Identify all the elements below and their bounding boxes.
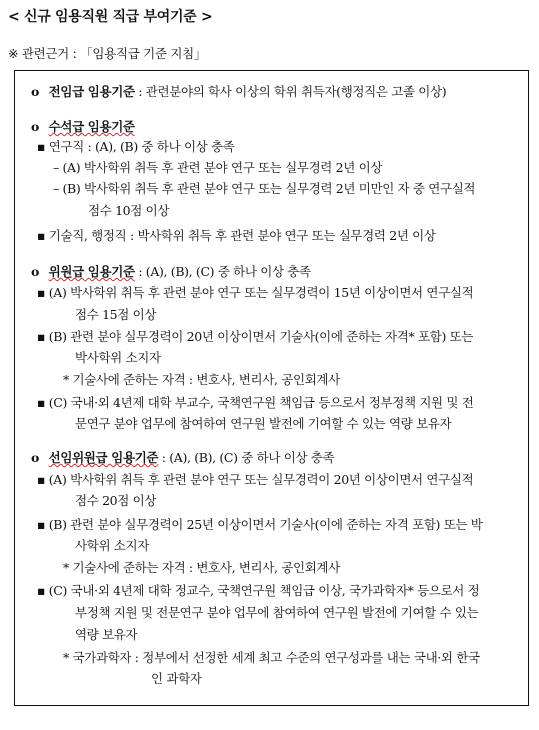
line-text: ▪ 기술직, 행정직 : 박사학위 취득 후 관련 분야 연구 또는 실무경력 2년 이상 (37, 228, 436, 243)
line-text: ▪ 연구직 : (A), (B) 중 하나 이상 충족 (37, 139, 235, 154)
line-text: ▪ (C) 국내·외 4년제 대학 부교수, 국책연구원 책임급 등으로서 정부정책 지원 및 전 (37, 395, 474, 410)
line-text: – (A) 박사학위 취득 후 관련 분야 연구 또는 실무경력 2년 이상 (53, 160, 383, 175)
line-text: ▪ (A) 박사학위 취득 후 관련 분야 연구 또는 실무경력이 15년 이상이면서 연구실적 (37, 285, 474, 300)
section-senior-member-head (31, 450, 334, 466)
section-member-head (31, 264, 311, 280)
footnote-text: * 기술사에 준하는 자격 : 변호사, 변리사, 공인회계사 (63, 372, 340, 387)
line-text: 점수 15점 이상 (75, 307, 157, 322)
section-marker: o (31, 84, 39, 99)
line-text: – (B) 박사학위 취득 후 관련 분야 연구 또는 실무경력 2년 미만인 자 중 연구실적 (53, 181, 476, 196)
section-marker: o (31, 119, 39, 134)
line-text: ▪ (B) 관련 분야 실무경력이 25년 이상이면서 기술사(이에 준하는 자격 포함) 또는 박 (37, 517, 483, 532)
line-text: 사학위 소지자 (75, 538, 149, 553)
section-title: 수석급 임용기준 (48, 119, 135, 134)
footnote-text: 인 과학자 (151, 671, 202, 686)
section-junior (31, 84, 446, 100)
section-desc: : (A), (B), (C) 중 하나 이상 충족 (134, 264, 311, 279)
line-text: 박사학위 소지자 (75, 350, 161, 365)
line-text: 점수 10점 이상 (88, 203, 170, 218)
criteria-box (14, 70, 529, 706)
line-text: ▪ (A) 박사학위 취득 후 관련 분야 연구 또는 실무경력이 20년 이상이면서 연구실적 (37, 472, 474, 487)
page-title: < 신규 임용직원 직급 부여기준 > (8, 9, 213, 25)
section-title: 위원급 임용기준 (48, 264, 135, 279)
line-text: ▪ (C) 국내·외 4년제 대학 정교수, 국책연구원 책임급 이상, 국가과학자* 등으로서 정 (37, 583, 480, 598)
line-text: 역량 보유자 (75, 627, 138, 642)
section-title: 선임위원급 임용기준 (48, 450, 159, 465)
section-marker: o (31, 450, 39, 465)
reference-note: ※ 관련근거 : 「임용직급 기준 지침」 (8, 46, 207, 61)
footnote-text: * 국가과학자 : 정부에서 선정한 세계 최고 수준의 연구성과를 내는 국내·외 한국 (63, 650, 480, 665)
section-title: 전임급 임용기준 (48, 84, 135, 99)
footnote-text: * 기술사에 준하는 자격 : 변호사, 변리사, 공인회계사 (63, 560, 340, 575)
line-text: 점수 20점 이상 (75, 493, 157, 508)
line-text: 부정책 지원 및 전문연구 분야 업무에 참여하여 연구원 발전에 기여할 수 있는 (75, 605, 479, 620)
line-text: 문연구 분야 업무에 참여하여 연구원 발전에 기여할 수 있는 역량 보유자 (75, 416, 452, 431)
section-desc: : (A), (B), (C) 중 하나 이상 충족 (158, 450, 335, 465)
section-desc: : 관련분야의 학사 이상의 학위 취득자(행정직은 고졸 이상) (134, 84, 447, 99)
section-senior-head (31, 119, 135, 135)
line-text: ▪ (B) 관련 분야 실무경력이 20년 이상이면서 기술사(이에 준하는 자격* 포함) 또는 (37, 329, 474, 344)
section-marker: o (31, 264, 39, 279)
